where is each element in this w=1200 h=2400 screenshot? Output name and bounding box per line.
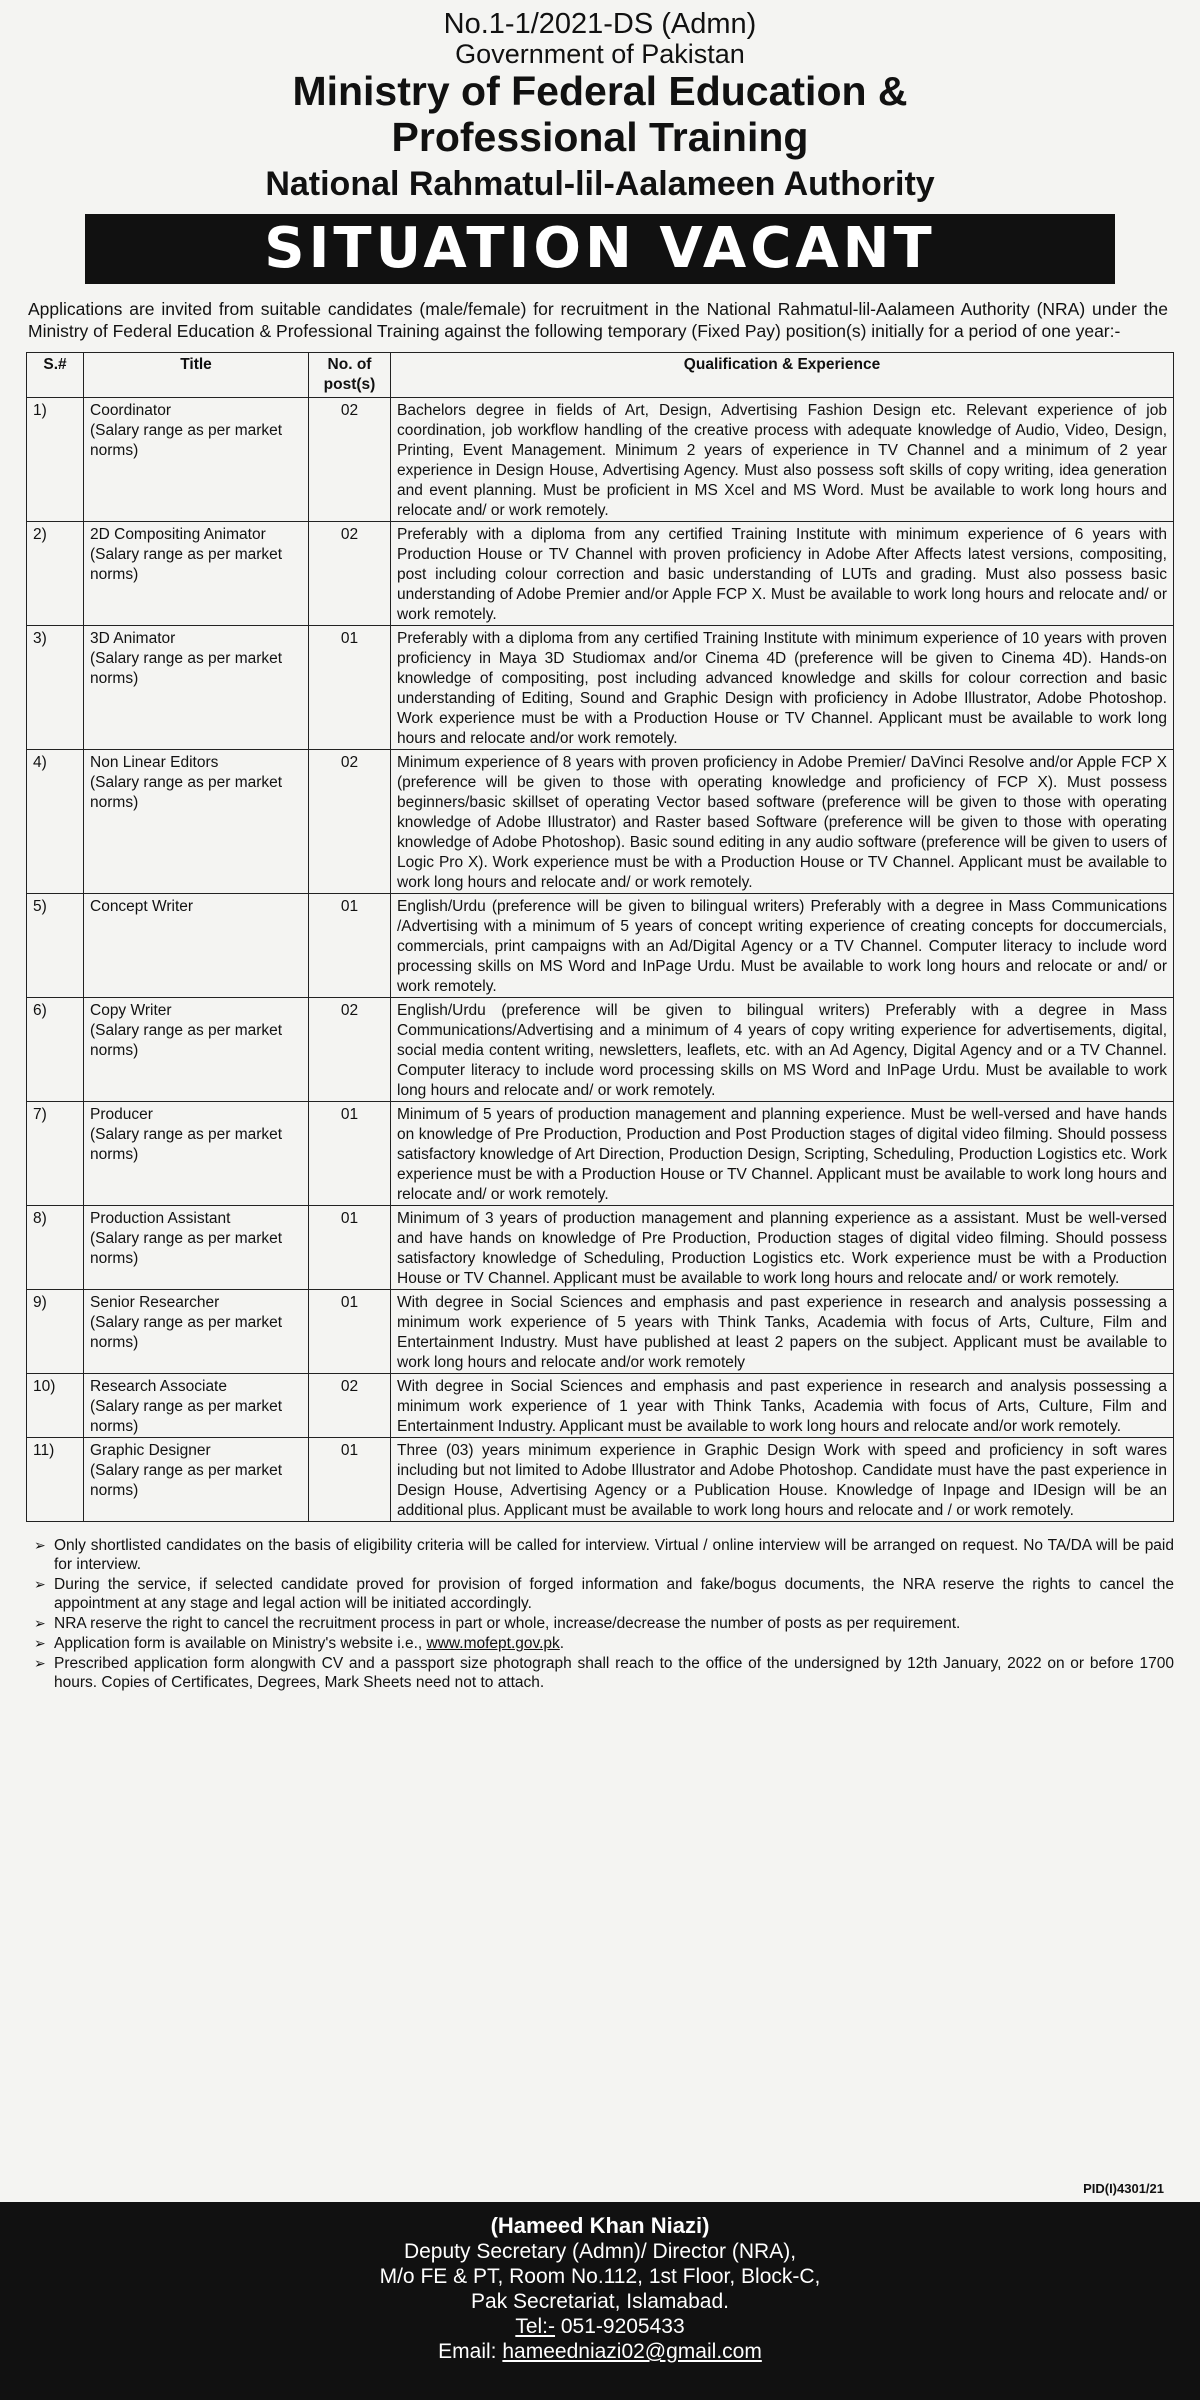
row-post-count: 02: [309, 750, 391, 894]
row-serial: 4): [27, 750, 84, 894]
reference-number: No.1-1/2021-DS (Admn): [443, 8, 757, 40]
header-sno: S.#: [27, 353, 84, 398]
note-text: Only shortlisted candidates on the basis of eligibility criteria will be called for interview. Virtual / online interview will be arranged on request. No TA/DA will be paid for interview.: [54, 1537, 1174, 1573]
table-row: [27, 522, 1174, 626]
row-title: Non Linear Editors: [90, 754, 219, 771]
note-item: [34, 1536, 1174, 1574]
arrow-bullet-icon: ➢: [34, 1635, 46, 1651]
note-text: Application form is available on Ministry's website i.e.,: [54, 1635, 427, 1652]
row-title: Producer: [90, 1106, 153, 1123]
note-text: During the service, if selected candidate proved for provision of forged information and fake/bogus documents, the NRA reserve the rights to cancel the appointment at any stage and legal action will be initiated accordingly.: [54, 1576, 1174, 1612]
row-title: Concept Writer: [90, 898, 194, 915]
row-serial: 7): [27, 1102, 84, 1206]
table-row: [27, 750, 1174, 894]
table-body: [27, 398, 1174, 1522]
row-title-cell: [84, 1102, 309, 1206]
row-post-count: 02: [309, 1374, 391, 1438]
row-title: Coordinator: [90, 402, 171, 419]
row-salary-note: (Salary range as per market norms): [90, 1462, 283, 1499]
positions-table: [26, 352, 1174, 1522]
note-text: Prescribed application form alongwith CV and a passport size photograph shall reach to the office of the undersigned by 12th January, 2022 on or before 1700 hours. Copies of Certificates, Degrees, Mark Sheets need not to attach.: [54, 1655, 1174, 1691]
row-post-count: 02: [309, 398, 391, 522]
row-salary-note: (Salary range as per market norms): [90, 422, 283, 459]
row-post-count: 01: [309, 626, 391, 750]
notes-list: [34, 1536, 1174, 1692]
header: [0, 0, 1200, 284]
table-row: [27, 998, 1174, 1102]
arrow-bullet-icon: ➢: [34, 1576, 46, 1592]
address-line2: Pak Secretariat, Islamabad.: [471, 2290, 729, 2313]
row-title-cell: [84, 998, 309, 1102]
row-title-cell: [84, 894, 309, 998]
row-title: Senior Researcher: [90, 1294, 220, 1311]
row-post-count: 01: [309, 1438, 391, 1522]
row-qualification: Bachelors degree in fields of Art, Design, Advertising Fashion Design etc. Relevant experience of job coordination, job workflow handling of the creative process with adequate knowledge of Audio, Video, Design, Printing, Event Management. Minimum 2 years of experience in TV Channel and a minimum of 2 year experience in Design House, Advertising Agency. Must also possess soft skills of copy writing, idea generation and event planning. Must be proficient in MS Xcel and MS Word. Must be available to work long hours and relocate and/ or work remotely.: [391, 398, 1174, 522]
row-title-cell: [84, 750, 309, 894]
note-item: [34, 1614, 1174, 1633]
table-row: [27, 1438, 1174, 1522]
row-post-count: 01: [309, 1206, 391, 1290]
telephone-line: [0, 2314, 1200, 2339]
row-serial: 2): [27, 522, 84, 626]
row-title: Graphic Designer: [90, 1442, 211, 1459]
row-qualification: With degree in Social Sciences and emphasis and past experience in research and analysis possessing a minimum work experience of 1 year with Think Tanks, Academia with focus of Arts, Culture, Film and Entertainment Industry. Applicant must be available to work long hours and relocate and/or work remotely.: [391, 1374, 1174, 1438]
ministry-name-line1: Ministry of Federal Education &: [292, 68, 908, 114]
row-title-cell: [84, 626, 309, 750]
row-title: Research Associate: [90, 1378, 227, 1395]
table-row: [27, 626, 1174, 750]
row-title: 2D Compositing Animator: [90, 526, 266, 543]
arrow-bullet-icon: ➢: [34, 1537, 46, 1553]
note-item: [34, 1634, 1174, 1653]
row-post-count: 01: [309, 1290, 391, 1374]
arrow-bullet-icon: ➢: [34, 1615, 46, 1631]
situation-vacant-banner: SITUATION VACANT: [85, 214, 1115, 284]
table-header-row: [27, 353, 1174, 398]
note-item: [34, 1575, 1174, 1613]
note-item: [34, 1654, 1174, 1692]
row-salary-note: (Salary range as per market norms): [90, 1398, 283, 1435]
row-serial: 10): [27, 1374, 84, 1438]
table-row: [27, 1374, 1174, 1438]
email-line: [0, 2339, 1200, 2364]
row-title: Production Assistant: [90, 1210, 231, 1227]
row-title: 3D Animator: [90, 630, 176, 647]
header-posts: No. of post(s): [309, 353, 391, 398]
row-qualification: Minimum of 5 years of production management and planning experience. Must be well-versed and have hands on knowledge of Pre Production, Production and Post Production stages of digital video filming. Should possess satisfactory knowledge of Art Direction, Production Design, Scripting, Scheduling, Production Logistics etc. Work experience must be with a Production House or TV Channel. Applicant must be available to work long hours and relocate and/ or work remotely.: [391, 1102, 1174, 1206]
row-salary-note: (Salary range as per market norms): [90, 650, 283, 687]
row-serial: 1): [27, 398, 84, 522]
email-address[interactable]: hameedniazi02@gmail.com: [502, 2340, 762, 2363]
signature-block: [0, 2213, 1200, 2364]
intro-paragraph: Applications are invited from suitable candidates (male/female) for recruitment in the National Rahmatul-lil-Aalameen Authority (NRA) under the Ministry of Federal Education & Professional Training against the following temporary (Fixed Pay) position(s) initially for a period of one year:-: [28, 299, 1168, 341]
row-salary-note: (Salary range as per market norms): [90, 774, 283, 811]
authority-name: National Rahmatul-lil-Aalameen Authority: [265, 165, 935, 203]
row-serial: 5): [27, 894, 84, 998]
row-qualification: Three (03) years minimum experience in Graphic Design Work with speed and proficiency in soft wares including but not limited to Adobe Illustrator and Adobe Photoshop. Candidate must have the past experience in Design House, Advertising Agency or a Publication House. Knowledge of Inpage and IDesign will be an additional plus. Applicant must be available to work long hours and relocate and / or work remotely.: [391, 1438, 1174, 1522]
row-salary-note: (Salary range as per market norms): [90, 1314, 283, 1351]
note-text-end: .: [559, 1635, 565, 1652]
row-post-count: 02: [309, 998, 391, 1102]
ministry-website-link[interactable]: www.mofept.gov.pk: [426, 1635, 560, 1652]
header-qualification: Qualification & Experience: [391, 353, 1174, 398]
row-post-count: 02: [309, 522, 391, 626]
telephone-label: Tel:-: [515, 2315, 556, 2338]
government-line: Government of Pakistan: [455, 39, 745, 69]
row-salary-note: (Salary range as per market norms): [90, 1022, 283, 1059]
row-qualification: Minimum experience of 8 years with proven proficiency in Adobe Premier/ DaVinci Resolve and/or Apple FCP X (preference will be given to those with operating knowledge and proficiency of FCP X). Must possess beginners/basic skillset of operating Vector based software (preference will be given to those with operating knowledge of Adobe Illustrator) and Raster based Software (preference will be given to those with operating knowledge of Adobe Photoshop). Basic sound editing in any audio software (preference will be given to users of Logic Pro X). Work experience must be with a Production House or TV Channel. Applicant must be available to work long hours and relocate and/ or work remotely.: [391, 750, 1174, 894]
row-serial: 6): [27, 998, 84, 1102]
row-title-cell: [84, 1206, 309, 1290]
table-row: [27, 1206, 1174, 1290]
note-text: NRA reserve the right to cancel the recruitment process in part or whole, increase/decrease the number of posts as per requirement.: [54, 1615, 961, 1632]
table-row: [27, 398, 1174, 522]
telephone-number: 051-9205433: [560, 2315, 685, 2338]
signatory-name: (Hameed Khan Niazi): [490, 2213, 710, 2238]
row-qualification: English/Urdu (preference will be given to bilingual writers) Preferably with a degree in Mass Communications /Advertising with a minimum of 5 years of concept writing experience of creating concepts for doccumercials, commercials, print campaigns with an Ad/Digital Agency or a TV Channel. Computer literacy to include word processing skills on MS Word and InPage Urdu. Must be available to work long hours and relocate or and/ or work remotely.: [391, 894, 1174, 998]
arrow-bullet-icon: ➢: [34, 1655, 46, 1671]
address-line1: M/o FE & PT, Room No.112, 1st Floor, Block-C,: [379, 2265, 821, 2288]
header-title: Title: [84, 353, 309, 398]
row-title: Copy Writer: [90, 1002, 172, 1019]
row-title-cell: [84, 1290, 309, 1374]
row-post-count: 01: [309, 1102, 391, 1206]
row-title-cell: [84, 1438, 309, 1522]
row-serial: 9): [27, 1290, 84, 1374]
row-salary-note: (Salary range as per market norms): [90, 1230, 283, 1267]
row-qualification: With degree in Social Sciences and emphasis and past experience in research and analysis possessing a minimum work experience of 5 years with Think Tanks, Academia with focus of Arts, Culture, Film and Entertainment Industry. Must have published at least 2 papers on the subject. Applicant must be available to work long hours and relocate and/or work remotely: [391, 1290, 1174, 1374]
table-row: [27, 1102, 1174, 1206]
row-post-count: 01: [309, 894, 391, 998]
table-row: [27, 1290, 1174, 1374]
pid-number: PID(I)4301/21: [1083, 2181, 1164, 2196]
row-qualification: Preferably with a diploma from any certified Training Institute with minimum experience of 6 years with Production House or TV Channel with proven proficiency in Adobe After Affects latest versions, compositing, post including colour correction and basic understanding of LUTs and grading. Must also possess basic understanding of Adobe Premier and/or Apple FCP X. Must be available to work long hours and relocate and/ or work remotely.: [391, 522, 1174, 626]
row-title-cell: [84, 1374, 309, 1438]
row-serial: 11): [27, 1438, 84, 1522]
row-qualification: English/Urdu (preference will be given to bilingual writers) Preferably with a degree in Mass Communications/Advertising and a minimum of 4 years of copy writing experience for advertisements, digital, social media content writing, newsletters, leaflets, etc. with an Ad Agency, Digital Agency and or a TV Channel. Computer literacy to include word processing skills on MS Word and InPage Urdu. Must be available to work long hours and relocate and/ or work remotely.: [391, 998, 1174, 1102]
row-salary-note: (Salary range as per market norms): [90, 1126, 283, 1163]
row-title-cell: [84, 398, 309, 522]
table-row: [27, 894, 1174, 998]
signatory-designation: Deputy Secretary (Admn)/ Director (NRA),: [403, 2240, 797, 2263]
email-label: Email:: [438, 2340, 497, 2363]
row-title-cell: [84, 522, 309, 626]
ministry-name-line2: Professional Training: [391, 114, 809, 160]
row-serial: 3): [27, 626, 84, 750]
row-qualification: Preferably with a diploma from any certified Training Institute with minimum experience of 10 years with proven proficiency in Maya 3D Studiomax and/or Cinema 4D (preference will be given to Cinema 4D). Hands-on knowledge of compositing, post including advanced knowledge and skills for colour correction and basic understanding of Editing, Sound and Graphic Design with proficiency in Adobe Illustrator, Adobe Photoshop. Work experience must be with a Production House or TV Channel. Applicant must be available to work long hours and relocate and/or work remotely.: [391, 626, 1174, 750]
row-salary-note: (Salary range as per market norms): [90, 546, 283, 583]
row-serial: 8): [27, 1206, 84, 1290]
row-qualification: Minimum of 3 years of production management and planning experience as a assistant. Must be well-versed and have hands on knowledge of Pre Production, Production stages of digital video filming. Should possess satisfactory knowledge of Scheduling, Production Logistics etc. Work experience must be with a Production House or TV Channel. Applicant must be available to work long hours and relocate and/ or work remotely.: [391, 1206, 1174, 1290]
